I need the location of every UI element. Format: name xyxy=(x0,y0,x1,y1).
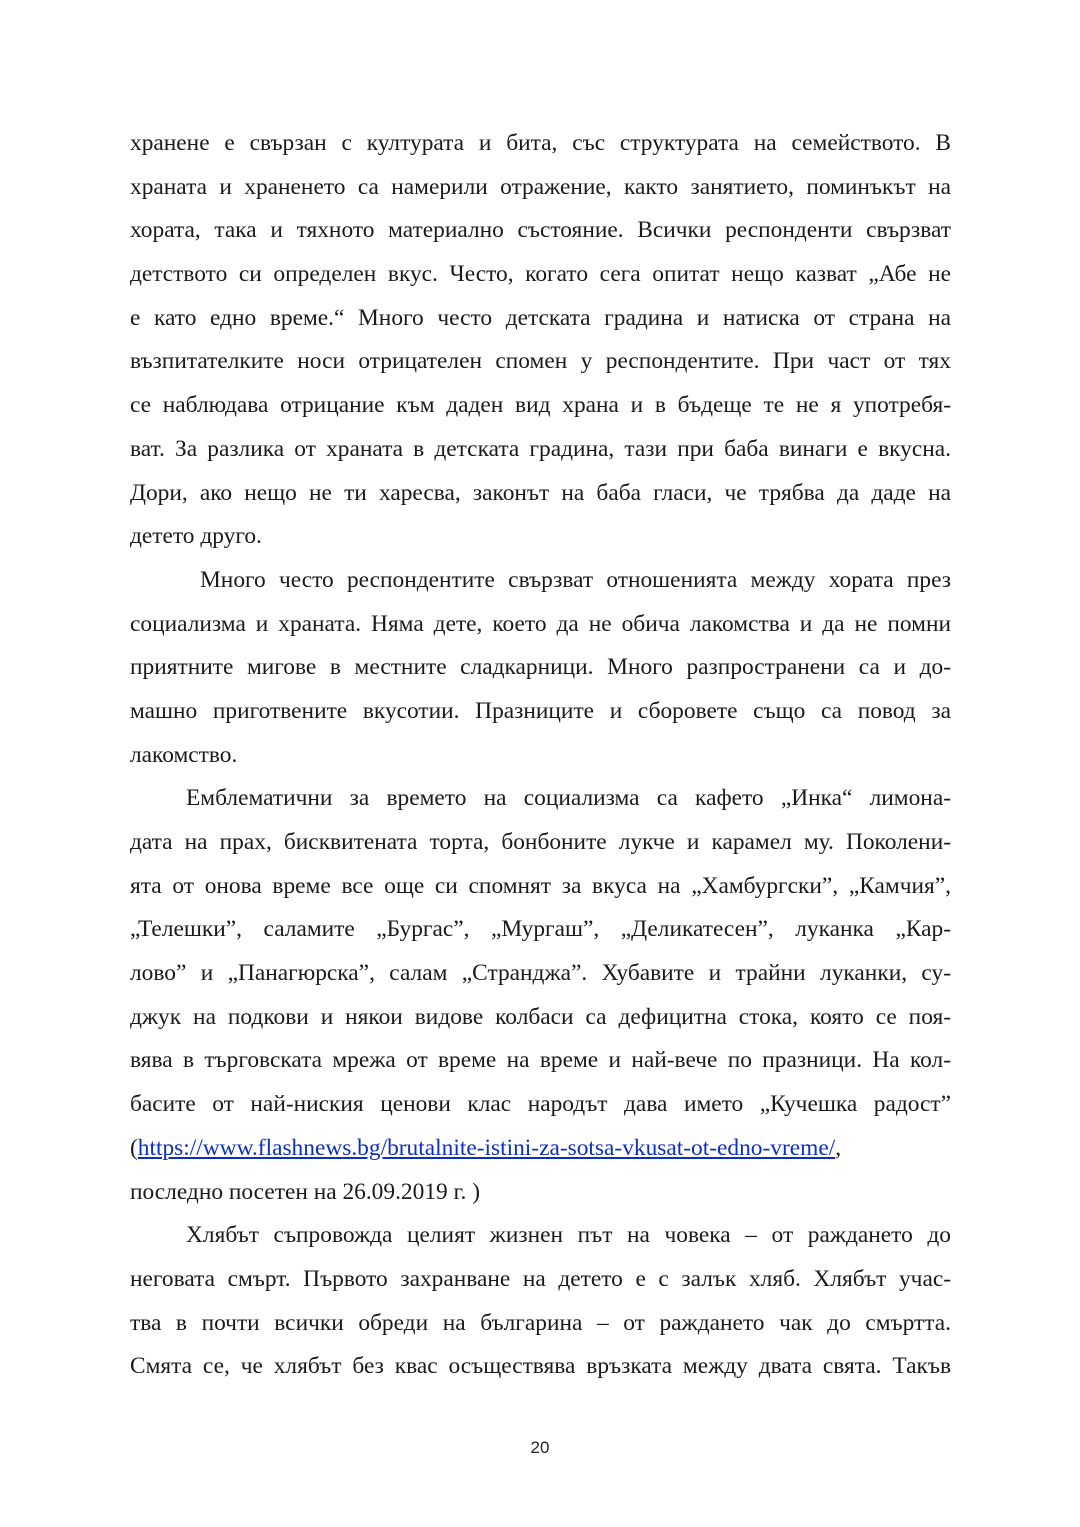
paragraph-1 xyxy=(130,122,951,559)
text-line: дата на прах, бисквитената торта, бонбоните лукче и карамел му. Поколени- xyxy=(130,829,951,855)
paragraph-4 xyxy=(130,1214,951,1389)
text-line: възпитателките носи отрицателен спомен у респондентите. При част от тях xyxy=(130,348,951,375)
text-line: тва в почти всички обреди на българина – от раждането чак до смъртта. xyxy=(130,1309,951,1336)
paragraph-2 xyxy=(130,559,951,777)
text-line: се наблюдава отрицание към даден вид храна и в бъдеще те не я употребя- xyxy=(130,392,951,419)
text-line: храната и храненето са намерили отражение, както занятието, поминъкът на xyxy=(130,173,951,200)
text-line: „Телешки”, саламите „Бургас”, „Мургаш”, „Деликатесен”, луканка „Кар- xyxy=(130,916,951,943)
text-line: социализма и храната. Няма дете, което да не обича лакомства и да не помни xyxy=(130,610,951,637)
text-line: Хлябът съпровожда целият жизнен път на човека – от раждането до xyxy=(186,1222,951,1249)
text-line: Много често респондентите свързват отношенията между хората през xyxy=(200,566,951,593)
citation-line xyxy=(130,1127,951,1171)
text-line: ват. За разлика от храната в детската градина, тази при баба винаги е вкусна. xyxy=(130,435,951,462)
citation-comma: , xyxy=(835,1134,842,1161)
text-line: хората, така и тяхното материално състояние. Всички респонденти свързват xyxy=(130,217,951,244)
citation-open-paren: ( xyxy=(130,1134,138,1161)
text-line: детето друго. xyxy=(130,523,262,550)
text-line: Смята се, че хлябът без квас осъществява връзката между двата свята. Такъв xyxy=(130,1353,951,1380)
text-line: машно приготвените вкусотии. Празниците и сборовете също са повод за xyxy=(130,697,951,724)
document-page xyxy=(130,122,951,1389)
text-line: басите от най-ниския ценови клас народът дава името „Кучешка радост” xyxy=(130,1091,951,1118)
page-number: 20 xyxy=(530,1438,550,1457)
source-link[interactable]: https://www.flashnews.bg/brutalnite-istini-za-sotsa-vkusat-ot-edno-vreme/ xyxy=(137,1134,836,1161)
paragraph-3 xyxy=(130,777,951,1214)
text-line: детството си определен вкус. Често, когато сега опитат нещо казват „Абе не xyxy=(130,261,951,288)
text-line: джук на подкови и някои видове колбаси са дефицитна стока, която се поя- xyxy=(130,1003,951,1030)
text-line: приятните мигове в местните сладкарници. Много разпространени са и до- xyxy=(130,654,951,681)
text-line: Дори, ако нещо не ти харесва, законът на баба гласи, че трябва да даде на xyxy=(130,479,951,506)
text-line: лово” и „Панагюрска”, салам „Странджа”. Хубавите и трайни луканки, су- xyxy=(130,960,951,987)
text-line: вява в търговската мрежа от време на време и най-вече по празници. На кол- xyxy=(130,1047,951,1074)
text-line: е като едно време.“ Много често детската градина и натиска от страна на xyxy=(130,304,951,331)
text-line: Емблематични за времето на социализма са кафето „Инка“ лимона- xyxy=(186,785,951,812)
text-line: последно посетен на 26.09.2019 г. ) xyxy=(130,1178,480,1205)
text-line: ята от онова време все още си спомнят за вкуса на „Хамбургски”, „Камчия”, xyxy=(130,872,951,899)
text-line: лакомство. xyxy=(130,741,238,768)
text-line: неговата смърт. Първото захранване на детето е с залък хляб. Хлябът учас- xyxy=(130,1265,951,1292)
text-line: хранене е свързан с културата и бита, със структурата на семейството. В xyxy=(130,130,951,156)
